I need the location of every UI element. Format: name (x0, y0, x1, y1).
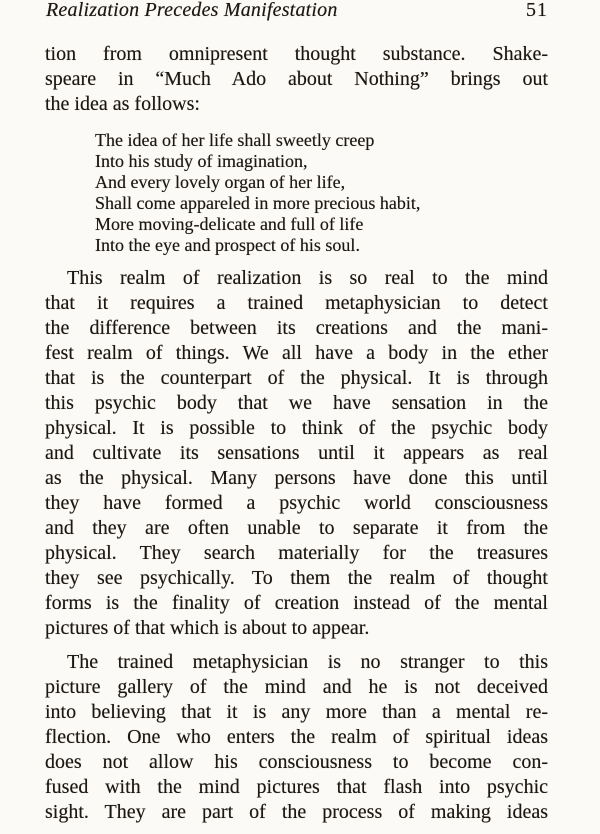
paragraph-realm-of-realization (45, 266, 548, 641)
text-line: This realm of realization is so real to the mind (67, 267, 548, 289)
poem-quote (95, 130, 548, 256)
text-line: and they are often unable to separate it from the (45, 517, 548, 539)
paragraph-continuation (45, 42, 548, 117)
text-line: forms is the finality of creation instead of the mental (45, 592, 548, 614)
text-line: they see psychically. To them the realm of thought (45, 567, 548, 589)
poem-line: Shall come appareled in more precious habit, (95, 193, 421, 213)
text-line: physical. They search materially for the treasures (45, 542, 548, 564)
text-line: that is the counterpart of the physical. It is through (45, 367, 548, 389)
poem-line: More moving-delicate and full of life (95, 214, 364, 234)
text-line: does not allow his consciousness to become con- (45, 751, 548, 773)
text-line: physical. It is possible to think of the psychic body (45, 417, 548, 439)
text-line: they have formed a psychic world consciousness (45, 492, 548, 514)
text-line: fest realm of things. We all have a body in the ether (45, 342, 548, 364)
running-header-title: Realization Precedes Manifestation (46, 0, 338, 21)
text-line: this psychic body that we have sensation in the (45, 392, 548, 414)
text-line: sight. They are part of the process of making ideas (45, 801, 548, 823)
page-number: 51 (526, 0, 548, 21)
text-line: the idea as follows: (45, 93, 200, 115)
poem-line: And every lovely organ of her life, (95, 172, 346, 192)
text-line: and cultivate its sensations until it appears as real (45, 442, 548, 464)
poem-line: Into his study of imagination, (95, 151, 308, 171)
running-header (46, 0, 548, 23)
poem-line: The idea of her life shall sweetly creep (95, 130, 375, 150)
text-line: flection. One who enters the realm of spiritual ideas (45, 726, 548, 748)
text-line: into believing that it is any more than a mental re- (45, 701, 548, 723)
poem-line: Into the eye and prospect of his soul. (95, 235, 360, 255)
text-line: the difference between its creations and the mani- (45, 317, 548, 339)
text-line: as the physical. Many persons have done this until (45, 467, 548, 489)
text-line: that it requires a trained metaphysician to detect (45, 292, 548, 314)
text-line: pictures of that which is about to appear. (45, 617, 370, 639)
text-line: speare in “Much Ado about Nothing” brings out (45, 68, 548, 90)
page-body (45, 42, 548, 825)
paragraph-trained-metaphysician (45, 650, 548, 825)
text-line: fused with the mind pictures that flash into psychic (45, 776, 548, 798)
text-line: picture gallery of the mind and he is not deceived (45, 676, 548, 698)
text-line: tion from omnipresent thought substance. Shake- (45, 43, 548, 65)
text-line: The trained metaphysician is no stranger to this (67, 651, 548, 673)
